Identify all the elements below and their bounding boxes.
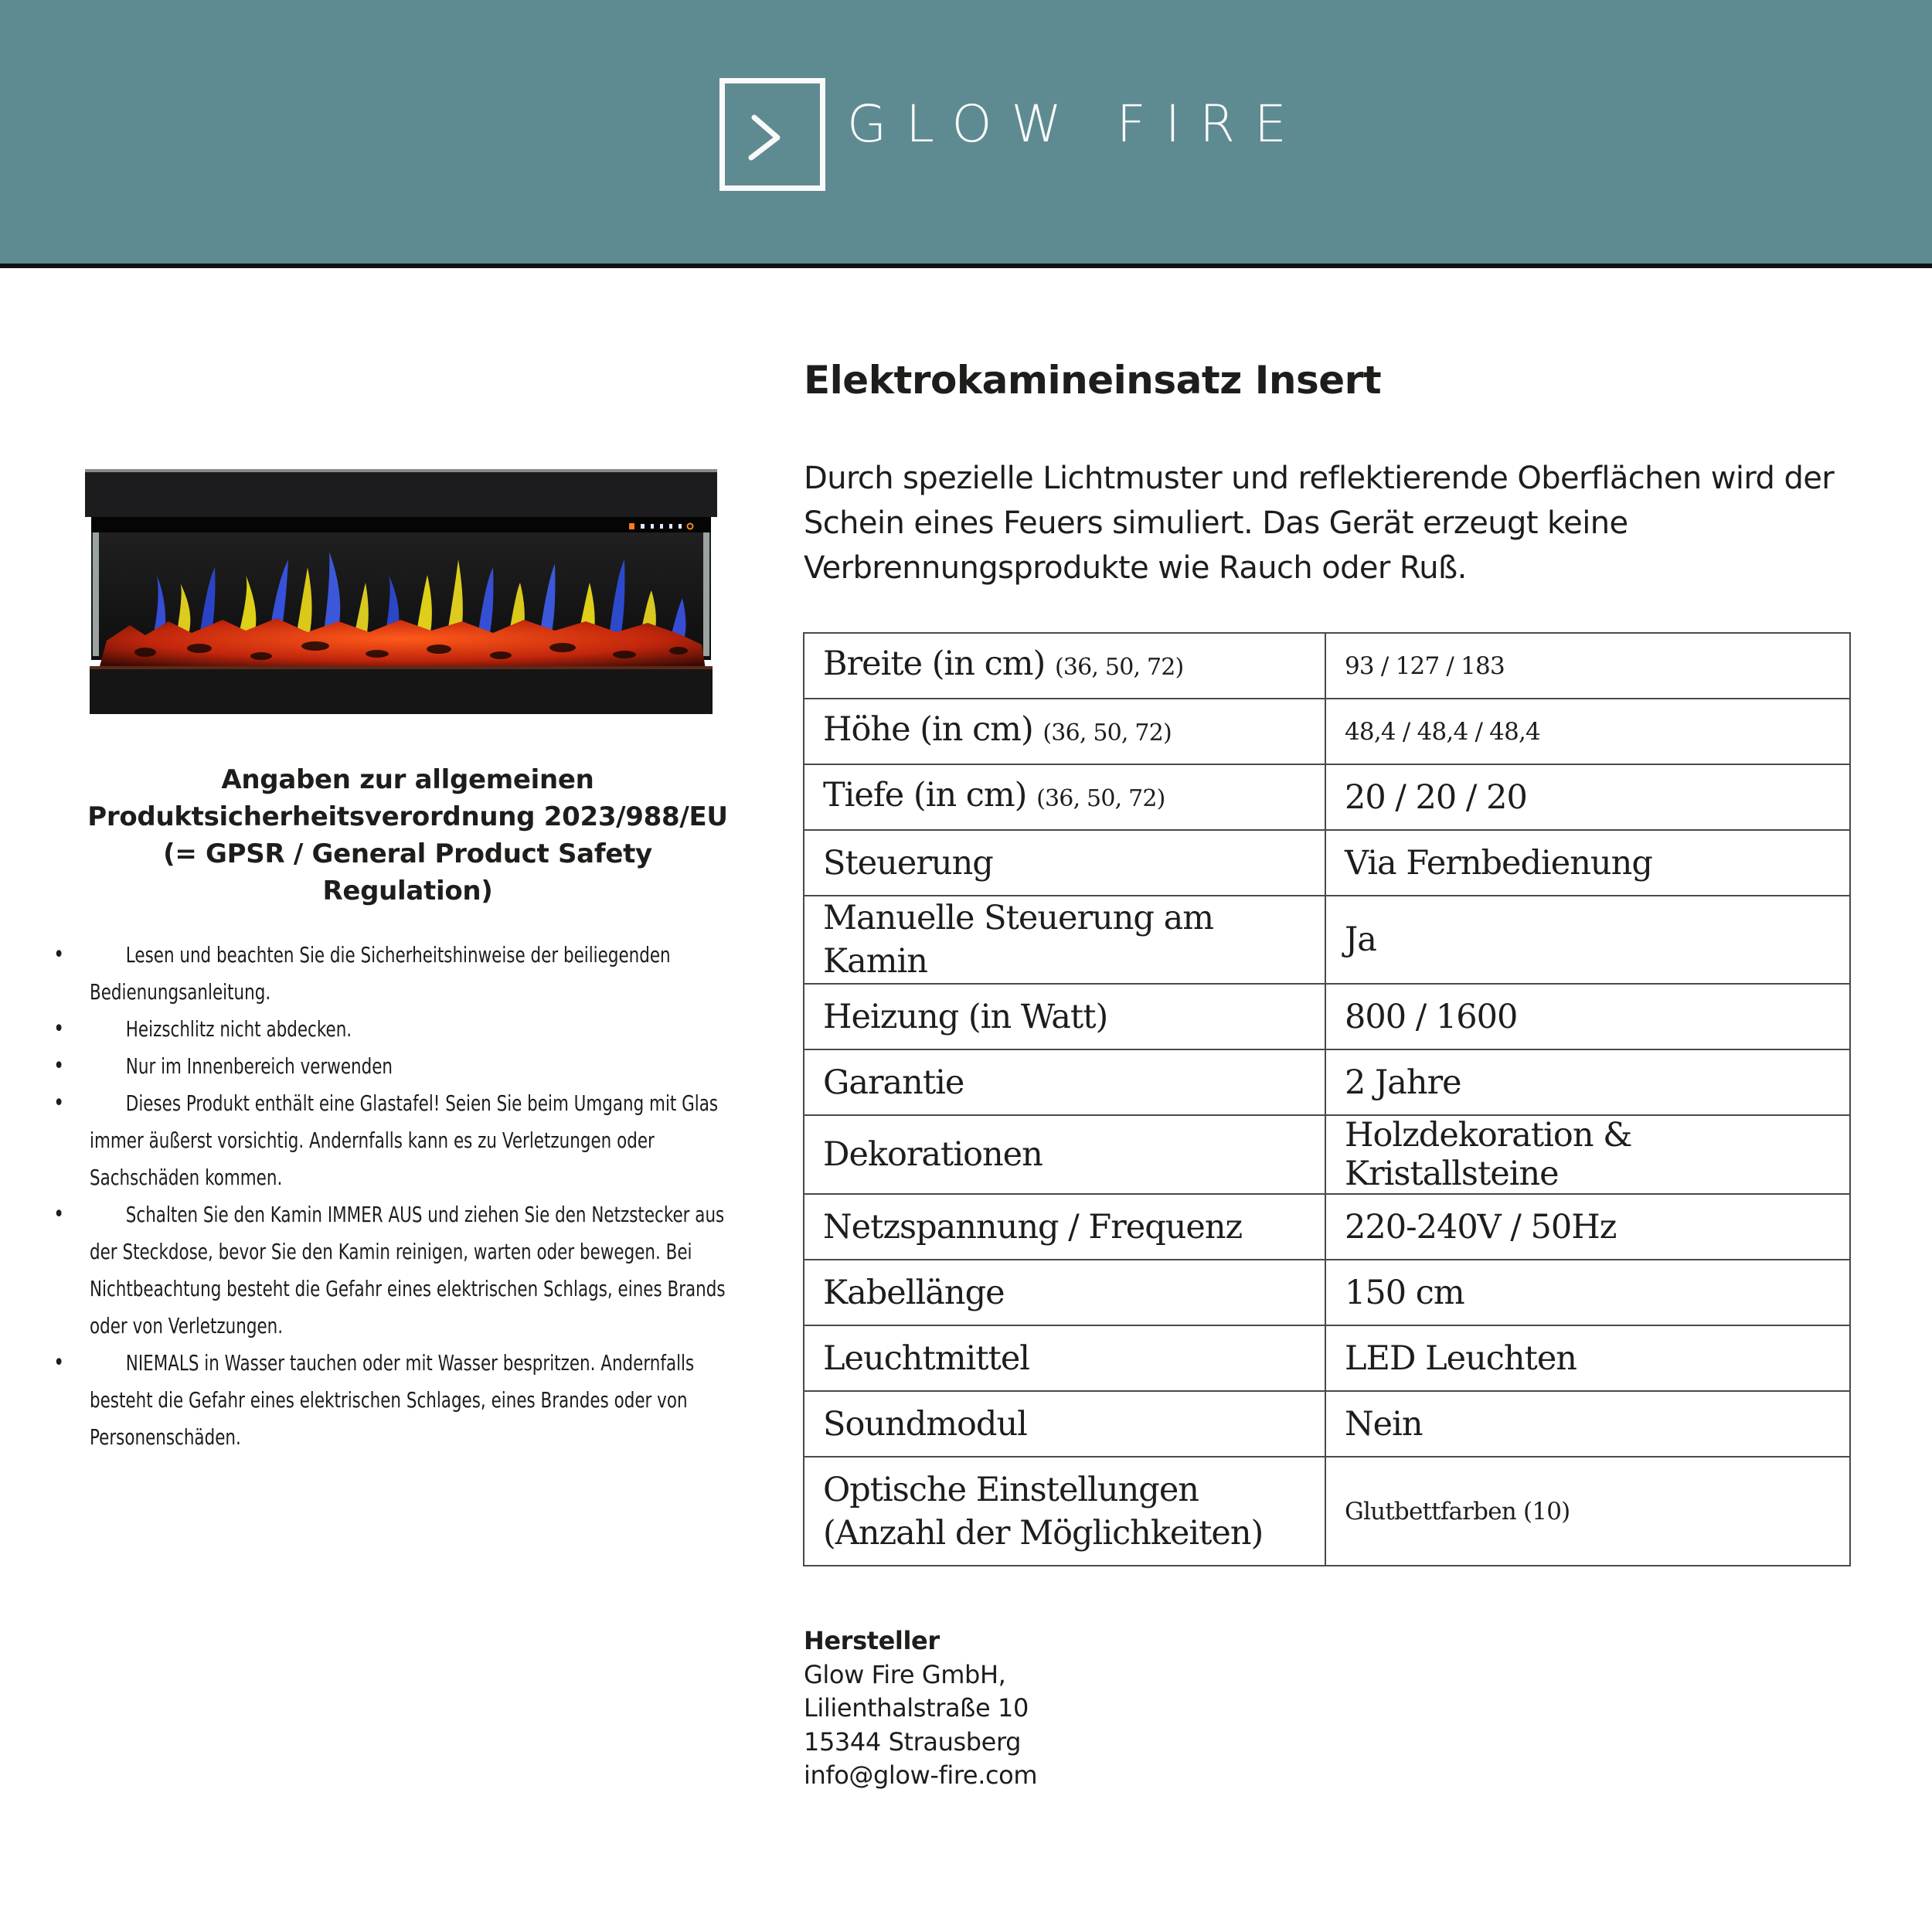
spec-value: 93 / 127 / 183 [1325, 633, 1850, 699]
table-row [804, 1049, 1850, 1115]
manufacturer-name: Glow Fire GmbH, [804, 1659, 1006, 1689]
spec-label: Garantie [804, 1049, 1325, 1115]
spec-label: Manuelle Steuerung am Kamin [804, 896, 1325, 984]
table-row [804, 830, 1850, 896]
table-row [804, 1260, 1850, 1325]
gpsr-heading-line: Angaben zur allgemeinen [221, 764, 594, 795]
safety-item: • Heizschlitz nicht abdecken. [90, 1011, 740, 1048]
spec-value: Via Fernbedienung [1325, 830, 1850, 896]
safety-item: • NIEMALS in Wasser tauchen oder mit Wasser bespritzen. Andernfalls besteht die Gefahr eines elektrischen Schlages, eines Brandes oder von Personenschäden. [90, 1345, 740, 1456]
spec-label: Steuerung [804, 830, 1325, 896]
spec-value: Ja [1325, 896, 1850, 984]
manufacturer-street: Lilienthalstraße 10 [804, 1693, 1029, 1723]
table-row [804, 984, 1850, 1049]
logo-box [719, 78, 825, 191]
safety-item: • Schalten Sie den Kamin IMMER AUS und ziehen Sie den Netzstecker aus der Steckdose, bevor Sie den Kamin reinigen, warten oder bewegen. Bei Nichtbeachtung besteht die Gefahr eines elektrischen Schlags, eines Brands oder von Verletzungen. [90, 1196, 740, 1345]
table-row [804, 1194, 1850, 1260]
safety-item: • Dieses Produkt enthält eine Glastafel! Seien Sie beim Umgang mit Glas immer äußerst vorsichtig. Andernfalls kann es zu Verletzungen oder Sachschäden kommen. [90, 1085, 740, 1196]
spec-label: Kabellänge [804, 1260, 1325, 1325]
spec-value: 20 / 20 / 20 [1325, 764, 1850, 830]
table-row [804, 1115, 1850, 1194]
spec-label: Tiefe (in cm) (36, 50, 72) [804, 764, 1325, 830]
spec-value: Nein [1325, 1391, 1850, 1457]
header-divider [0, 264, 1932, 268]
spec-value: Holzdekoration & Kristallsteine [1325, 1115, 1850, 1194]
table-row [804, 699, 1850, 764]
spec-value: 800 / 1600 [1325, 984, 1850, 1049]
spec-label: Breite (in cm) (36, 50, 72) [804, 633, 1325, 699]
manufacturer-city: 15344 Strausberg [804, 1726, 1022, 1757]
spec-label: Soundmodul [804, 1391, 1325, 1457]
table-row [804, 1457, 1850, 1566]
safety-list [90, 937, 740, 1456]
table-row [804, 1391, 1850, 1457]
spec-label: Leuchtmittel [804, 1325, 1325, 1391]
header-band [0, 0, 1932, 264]
manufacturer-block [804, 1624, 1037, 1793]
spec-value: 150 cm [1325, 1260, 1850, 1325]
spec-label: Dekorationen [804, 1115, 1325, 1194]
spec-label: Optische Einstellungen (Anzahl der Möglichkeiten) [804, 1457, 1325, 1566]
gpsr-heading-line: Produktsicherheitsverordnung 2023/988/EU [87, 801, 728, 832]
table-row [804, 896, 1850, 984]
spec-table [803, 632, 1851, 1566]
manufacturer-email[interactable]: info@glow-fire.com [804, 1760, 1038, 1790]
spec-value: LED Leuchten [1325, 1325, 1850, 1391]
spec-label: Höhe (in cm) (36, 50, 72) [804, 699, 1325, 764]
brand-name: GLOW FIRE [847, 94, 1306, 154]
spec-label: Heizung (in Watt) [804, 984, 1325, 1049]
spec-value: 220-240V / 50Hz [1325, 1194, 1850, 1260]
spec-label: Netzspannung / Frequenz [804, 1194, 1325, 1260]
safety-item: • Lesen und beachten Sie die Sicherheitshinweise der beiliegenden Bedienungsanleitung. [90, 937, 740, 1011]
table-row [804, 633, 1850, 699]
spec-value: 48,4 / 48,4 / 48,4 [1325, 699, 1850, 764]
table-row [804, 764, 1850, 830]
spec-value: Glutbettfarben (10) [1325, 1457, 1850, 1566]
table-row [804, 1325, 1850, 1391]
gpsr-heading [77, 761, 738, 910]
product-image [83, 467, 719, 716]
product-description: Durch spezielle Lichtmuster und reflektierende Oberflächen wird der Schein eines Feuers simuliert. Das Gerät erzeugt keine Verbrennungsprodukte wie Rauch oder Ruß. [804, 461, 1835, 586]
safety-item: • Nur im Innenbereich verwenden [90, 1048, 740, 1085]
spec-value: 2 Jahre [1325, 1049, 1850, 1115]
product-title: Elektrokamineinsatz Insert [804, 358, 1382, 403]
manufacturer-title: Hersteller [804, 1626, 940, 1655]
gpsr-heading-line: (= GPSR / General Product Safety Regulation) [163, 838, 652, 906]
chevron-right-icon [743, 114, 790, 161]
